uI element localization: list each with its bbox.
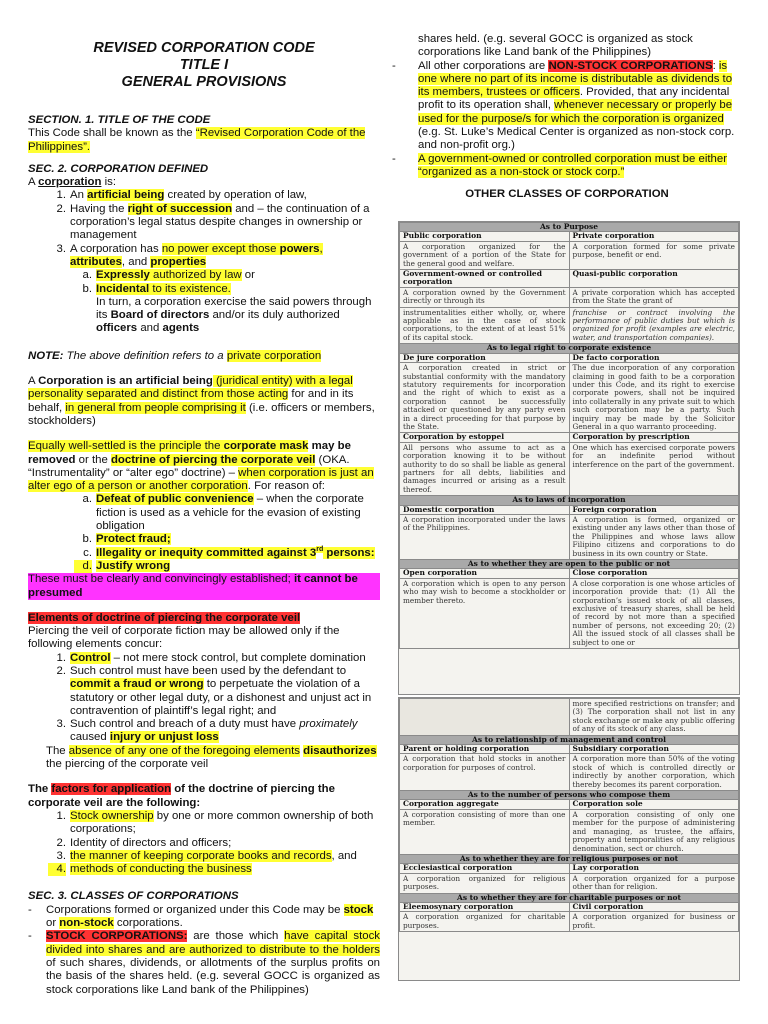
classes-table-bottom xyxy=(398,697,740,981)
reason-d: d. Justify wrong xyxy=(28,560,380,573)
def-item-3c: In turn, a corporation exercise the said powers through its Board of directors and/or its duly authorized officers and agents xyxy=(96,295,372,335)
cell-private-desc: A corporation formed for some private purpose, benefit or end. xyxy=(569,241,739,269)
table-heading-religious: As to whether they are for religious purposes or not xyxy=(400,854,739,863)
reason-a: a. Defeat of public convenience – when the corporate fiction is used as a vehicle for the evasion of existing obligation xyxy=(82,493,364,533)
cell-public-desc: A corporation organized for the government of a portion of the State for the general good and welfare. xyxy=(400,241,570,269)
cell-public: Public corporation xyxy=(400,232,570,241)
factors-intro: The factors for application of the doctrine of piercing the corporate veil are the following: xyxy=(28,783,335,809)
left-column xyxy=(28,0,380,996)
cell-civil-desc: A corporation organized for business or profit. xyxy=(569,912,739,932)
factor-1: 1. Stock ownership by one or more common ownership of both corporations; xyxy=(56,809,374,836)
doc-title-1: REVISED CORPORATION CODE xyxy=(93,40,315,56)
cell-estoppel: Corporation by estoppel xyxy=(400,433,570,442)
cell-aggregate-desc: A corporation consisting of more than one member. xyxy=(400,809,570,854)
table-heading-open: As to whether they are open to the public or not xyxy=(400,560,739,569)
classes-item-2-cont: shares held. (e.g. several GOCC is organized as stock corporations like Land bank of the Philippines) xyxy=(418,33,693,59)
piercing-veil-paragraph: Equally well-settled is the principle the corporate mask may be removed or the doctrine of piercing the corporate veil (OKA. “Instrumentality” or “alter ego” doctrine) – when corporation is just an alter ego of a person or another corporation. For reason of: xyxy=(28,440,374,493)
table-heading-legal: As to legal right to corporate existence xyxy=(400,344,739,353)
classes-item-1: - Corporations formed or organized under this Code may be stock or non-stock corporations. xyxy=(28,903,374,930)
cell-civil: Civil corporation xyxy=(569,902,739,911)
cell-quasi-desc: A private corporation which has accepted from the State the grant of xyxy=(569,287,739,307)
def-item-3a: a. Expressly authorized by law or xyxy=(82,269,255,282)
cell-aggregate: Corporation aggregate xyxy=(400,800,570,809)
cell-gocc-desc-2: instrumentalities either wholly, or, where applicable as in the case of stock corporations, to the extent of at least 51% of its capital stock. xyxy=(400,307,570,344)
cell-close-desc: A close corporation is one whose articles of incorporation provide that: (1) All the corporation’s issued stock of all classes, exclusive of treasury shares, shall be held of record by not more than a specified number of persons, not exceeding 20; (2) All the issued stock of all classes shall be subject to one or xyxy=(569,578,739,648)
section-1-text: This Code shall be known as the “Revised Corporation Code of the Philippines”. xyxy=(28,127,366,153)
cell-foreign-desc: A corporation is formed, organized or existing under any laws other than those of the Philippines and whose laws allow Filipino citizens and corporations to do business in its own country or State. xyxy=(569,515,739,560)
reason-c: c. Illegality or inequity committed against 3rd persons: xyxy=(83,545,375,559)
cell-ecclesiastical-desc: A corporation organized for religious purposes. xyxy=(400,873,570,893)
factor-2: 2. Identity of directors and officers; xyxy=(56,836,232,849)
factor-4: 4. methods of conducting the business xyxy=(28,863,380,876)
cell-parent: Parent or holding corporation xyxy=(400,745,570,754)
classes-table-top xyxy=(398,221,740,695)
element-1: 1. Control – not mere stock control, but complete domination xyxy=(56,651,366,664)
cell-quasi-desc-2: franchise or contract involving the performance of public duties but which is organized for profit (examples are electric, water, and transportation companies). xyxy=(569,307,739,344)
cell-estoppel-desc: All persons who assume to act as a corporation knowing it to be without authority to do so shall be liable as general partners for all debts, liabilities and damages incurred or arising as a result thereof. xyxy=(400,442,570,495)
corporation-artificial-being: A Corporation is an artificial being (juridical entity) with a legal personality separated and distinct from those acting for and in its behalf, in general from people comprising it (i.e. officers or members, stockholders) xyxy=(28,375,375,427)
cell-sole: Corporation sole xyxy=(569,800,739,809)
cell-parent-desc: A corporation that hold stocks in another corporation for purposes of control. xyxy=(400,754,570,791)
cell-subsidiary-desc: A corporation more than 50% of the voting stock of which is controlled directly or indirectly by another corporation, which thereby becomes its parent corporation. xyxy=(569,754,739,791)
cell-prescription: Corporation by prescription xyxy=(569,433,739,442)
table-heading-charitable: As to whether they are for charitable purposes or not xyxy=(400,893,739,902)
table-heading-purpose: As to Purpose xyxy=(400,223,739,232)
right-column xyxy=(392,0,742,210)
cell-close-desc-2: more specified restrictions on transfer; and (3) The corporation shall not list in any stock exchange or make any public offering of any of its stock of any class. xyxy=(569,699,739,736)
classes-item-3: - All other corporations are NON-STOCK CORPORATIONS: is one where no part of its income is distributable as dividends to its members, trustees or officers. Provided, that any incidental profit to its operation shall, whenever necessary or properly be used for the purpose/s for which the corporation is organized (e.g. St. Luke’s Medical Center is organized as non-stock corp. and non-profit org.) xyxy=(392,59,735,152)
cell-gocc-desc: A corporation owned by the Government directly or through its xyxy=(400,287,570,307)
cell-lay: Lay corporation xyxy=(569,864,739,873)
factor-3: 3. the manner of keeping corporate books and records, and xyxy=(56,849,357,862)
cell-gocc: Government-owned or controlled corporation xyxy=(400,270,570,288)
cell-defacto: De facto corporation xyxy=(569,353,739,362)
element-2: 2. Such control must have been used by the defendant to commit a fraud or wrong to perpetuate the violation of a statutory or other legal duty, or a dishonest and unjust act in contravention of plaintiff’s legal right; and xyxy=(56,664,372,717)
cell-sole-desc: A corporation consisting of only one member for the purpose of administering and managing, as trustee, the affairs, property and temporalities of any religious denomination, sect or church. xyxy=(569,809,739,854)
def-item-2: 2. Having the right of succession and – the continuation of a corporation’s legal status despite changes in ownership or management xyxy=(56,202,370,242)
table-heading-persons: As to the number of persons who compose them xyxy=(400,791,739,800)
note-text: NOTE: The above definition refers to a private corporation xyxy=(28,349,322,362)
cell-dejure: De jure corporation xyxy=(400,353,570,362)
cell-foreign: Foreign corporation xyxy=(569,505,739,514)
elements-intro: Piercing the veil of corporate fiction may be allowed only if the following elements concur: xyxy=(28,625,340,651)
cell-lay-desc: A corporation organized for a purpose other than for religion. xyxy=(569,873,739,893)
section-2-heading: SEC. 2. CORPORATION DEFINED xyxy=(28,162,209,175)
table-heading-laws: As to laws of incorporation xyxy=(400,496,739,505)
section-1-heading: SECTION. 1. TITLE OF THE CODE xyxy=(28,114,211,126)
cell-private: Private corporation xyxy=(569,232,739,241)
classes-item-4: - A government-owned or controlled corporation must be either “organized as a non-stock or stock corp.” xyxy=(392,152,727,178)
cell-defacto-desc: The due incorporation of any corporation claiming in good faith to be a corporation under this Code, and its right to exercise corporate powers, shall not be inquired into collaterally in any private suit to which such corporation may be a party. Such inquiry may be made by the Solicitor General in a quo warranto proceeding. xyxy=(569,363,739,433)
cell-quasi: Quasi-public corporation xyxy=(569,270,739,288)
cell-subsidiary: Subsidiary corporation xyxy=(569,745,739,754)
elements-heading: Elements of doctrine of piercing the corporate veil xyxy=(28,611,301,624)
def-item-3b: b. Incidental to its existence. xyxy=(82,282,231,295)
cell-domestic-desc: A corporation incorporated under the laws of the Philippines. xyxy=(400,515,570,560)
reason-b: b. Protect fraud; xyxy=(82,533,171,546)
cell-close: Close corporation xyxy=(569,569,739,578)
other-classes-heading: OTHER CLASSES OF CORPORATION xyxy=(465,188,669,201)
doc-title-3: GENERAL PROVISIONS xyxy=(121,74,287,90)
element-3: 3. Such control and breach of a duty must have proximately caused injury or unjust loss xyxy=(56,718,358,744)
def-item-3: 3. A corporation has no power except those powers, attributes, and properties xyxy=(56,242,323,268)
elements-absence: The absence of any one of the foregoing elements disauthorizes the piercing of the corporate veil xyxy=(46,744,377,771)
classes-item-2: - STOCK CORPORATIONS: are those which have capital stock divided into shares and are authorized to distribute to the holders of such shares, dividends, or allotments of the surplus profits on the basis of the shares held. (e.g. several GOCC is organized as stock corporations like Land bank of the Philippines) xyxy=(28,930,380,996)
section-3-heading: SEC. 3. CLASSES OF CORPORATIONS xyxy=(28,890,239,903)
cell-dejure-desc: A corporation created in strict or substantial conformity with the mandatory statutory requirements for incorporation and the right of which to exist as a corporation cannot be successfully attacked or questioned by any party even in a direct proceeding for that purpose by the State. xyxy=(400,363,570,433)
magenta-note: These must be clearly and convincingly established; it cannot be presumed xyxy=(28,573,380,600)
def-item-1: 1. An artificial being created by operation of law, xyxy=(56,189,307,202)
doc-title-2: TITLE I xyxy=(179,57,229,73)
cell-eleemosynary-desc: A corporation organized for charitable purposes. xyxy=(400,912,570,932)
cell-prescription-desc: One which has exercised corporate powers for an indefinite period without interference on the part of the government. xyxy=(569,442,739,495)
cell-eleemosynary: Eleemosynary corporation xyxy=(400,902,570,911)
cell-open-desc: A corporation which is open to any person who may wish to become a stockholder or member thereto. xyxy=(400,578,570,648)
table-heading-management: As to relationship of management and control xyxy=(400,735,739,744)
cell-open: Open corporation xyxy=(400,569,570,578)
cell-ecclesiastical: Ecclesiastical corporation xyxy=(400,864,570,873)
corporation-is: A corporation is: xyxy=(28,176,116,189)
cell-domestic: Domestic corporation xyxy=(400,505,570,514)
